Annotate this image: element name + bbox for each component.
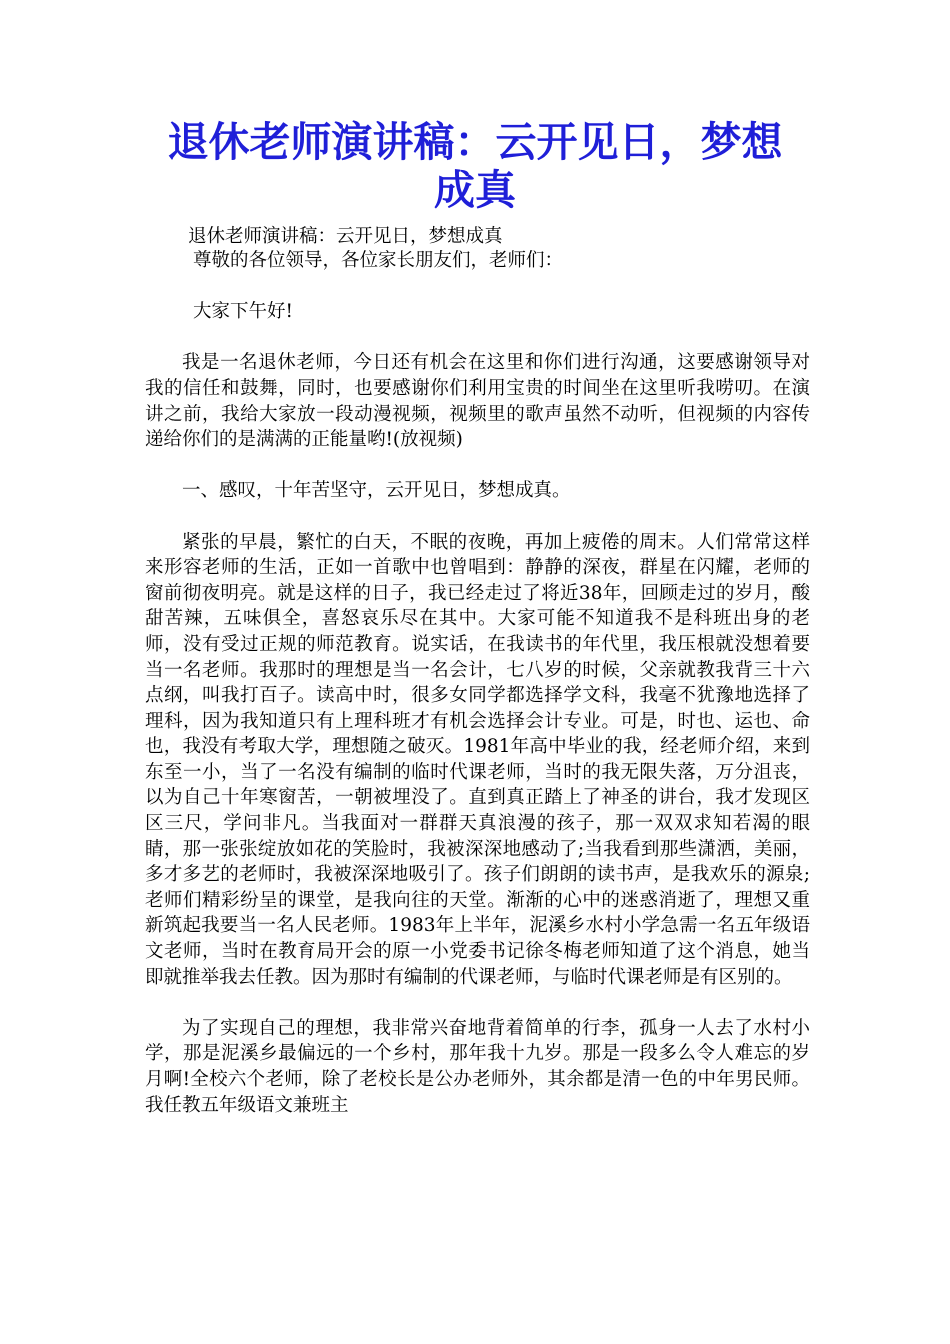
document-body [145, 248, 810, 1118]
greeting-line: 尊敬的各位领导，各位家长朋友们，老师们： [193, 250, 564, 271]
paragraph-intro: 我是一名退休老师，今日还有机会在这里和你们进行沟通，这要感谢领导对我的信任和鼓舞，同时，也要感谢你们利用宝贵的时间坐在这里听我唠叨。在演讲之前，我给大家放一段动漫视频，视频里的歌声虽然不动听，但视频的内容传递给你们的是满满的正能量哟!(放视频) [145, 352, 810, 451]
paragraph-village: 为了实现自己的理想，我非常兴奋地背着简单的行李，孤身一人去了水村小学，那是泥溪乡最偏远的一个乡村，那年我十九岁。那是一段多么令人难忘的岁月啊!全校六个老师，除了老校长是公办老师外，其余都是清一色的中年男民师。我任教五年级语文兼班主 [145, 1017, 810, 1116]
hello-line: 大家下午好! [193, 301, 293, 323]
paragraph-story: 紧张的早晨，繁忙的白天，不眠的夜晚，再加上疲倦的周末。人们常常这样来形容老师的生活，正如一首歌中也曾唱到：静静的深夜，群星在闪耀，老师的窗前彻夜明亮。就是这样的日子，我已经走过了将近38年，回顾走过的岁月，酸甜苦辣，五味俱全，喜怒哀乐尽在其中。大家可能不知道我不是科班出身的老师，没有受过正规的师范教育。说实话，在我读书的年代里，我压根就没想着要当一名老师。我那时的理想是当一名会计，七八岁的时候，父亲就教我背三十六点纲，叫我打百子。读高中时，很多女同学都选择学文科，我毫不犹豫地选择了理科，因为我知道只有上理科班才有机会选择会计专业。可是，时也、运也、命也，我没有考取大学，理想随之破灭。1981年高中毕业的我，经老师介绍，来到东至一小，当了一名没有编制的临时代课老师，当时的我无限失落，万分沮丧，以为自己十年寒窗苦，一朝被埋没了。直到真正踏上了神圣的讲台，我才发现区区三尺，学问非凡。当我面对一群群天真浪漫的孩子，那一双双求知若渴的眼睛，那一张张绽放如花的笑脸时，我被深深地感动了;当我看到那些潇洒，美丽，多才多艺的老师时，我被深深地吸引了。孩子们朗朗的读书声，是我欢乐的源泉;老师们精彩纷呈的课堂，是我向往的天堂。渐渐的心中的迷惑消逝了，理想又重新筑起我要当一名人民老师。1983年上半年，泥溪乡水村小学急需一名五年级语文老师，当时在教育局开会的原一小党委书记徐冬梅老师知道了这个消息，她当即就推举我去任教。因为那时有编制的代课老师，与临时代课老师是有区别的。 [145, 531, 810, 988]
document-title: 退休老师演讲稿：云开见日，梦想成真 [167, 118, 783, 214]
section-heading: 一、感叹，十年苦坚守，云开见日，梦想成真。 [182, 480, 571, 502]
document-subtitle: 退休老师演讲稿：云开见日，梦想成真 [188, 226, 503, 247]
